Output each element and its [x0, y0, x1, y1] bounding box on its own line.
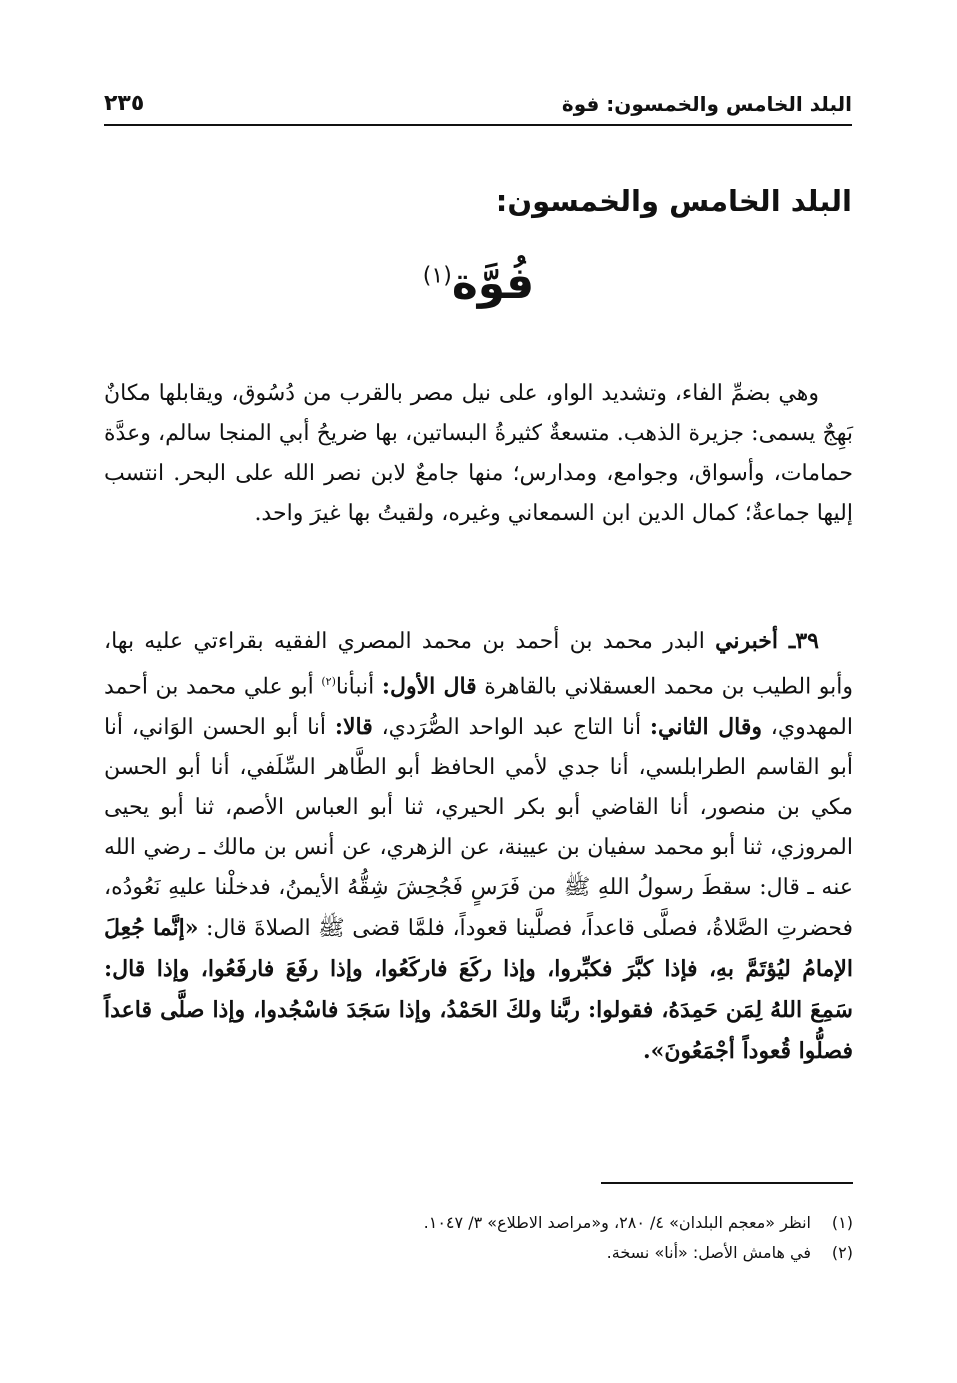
place-name: فُوَّة	[451, 258, 535, 309]
description-paragraph: وهي بضمِّ الفاء، وتشديد الواو، على نيل مصر بالقرب من دُسُوق، ويقابلها مكانٌ بَهِجٌ يسمى: جزيرة الذهب. متسعةٌ كثيرةُ البساتين، بها ضريحُ أبي المنجا سالم، وعدَّة حمامات، وأسواق، وجوامع، ومدارس؛ منها جامعٌ لابن نصر الله على البحر. انتسب إليها جماعةٌ؛ كمال الدين ابن السمعاني وغيره، ولقيتُ بها غيرَ واحد.	[104, 381, 853, 526]
chapter-heading: البلد الخامس والخمسون:	[495, 184, 852, 218]
running-header	[104, 86, 852, 126]
hadith-paragraph	[104, 621, 853, 1072]
first-narrator-label: قال الأول:	[381, 673, 477, 700]
footnote-ref-1[interactable]: (١)	[422, 263, 452, 289]
place-title	[0, 258, 957, 309]
footnote-number: (٢)	[831, 1243, 853, 1262]
footnotes	[104, 1208, 853, 1268]
both-said-label: قالا:	[334, 714, 373, 741]
chain-text-5: أنا أبو الحسن الوَاني، أنا أبو القاسم الطرابلسي، أنا جدي لأمي الحافظ أبو الطَّاهر السِّلَفي، أنا أبو الحسن مكي بن منصور، أنا القاضي أبو بكر الحيري، ثنا أبو العباس الأصم، ثنا أبو يحيى المروزي، ثنا أبو محمد سفيان بن عيينة، عن الزهري، عن أنس بن مالك ـ رضي الله عنه ـ قال: سقطَ رسولُ اللهِ ﷺ من فَرَسٍ فَجُحِشَ شِقُّهُ الأيمنُ، فدخلْنا عليهِ نَعُودُه، فحضرتِ الصَّلاةُ، فصلَّى قاعداً، فصلَّينا قعوداً، فلمَّا قضى ﷺ الصلاةَ قال:	[104, 715, 853, 942]
footnote-ref-2[interactable]: (٢)	[321, 675, 336, 688]
footnote-divider	[601, 1182, 853, 1184]
footnote-item	[104, 1208, 853, 1238]
chain-text-2: أنبأنا	[335, 674, 382, 700]
footnote-text: انظر «معجم البلدان» ٤/ ٢٨٠، و«مراصد الاطلاع» ٣/ ١٠٤٧.	[423, 1213, 811, 1232]
chain-text-1: البدر محمد بن أحمد بن محمد المصري الفقيه بقراءتي عليه بها، وأبو الطيب بن محمد العسقلاني بالقاهرة	[104, 629, 853, 700]
entry-number: ٣٩ـ أخبرني	[715, 628, 819, 654]
footnote-item	[104, 1238, 853, 1268]
hadith-text: «إنَّما جُعِلَ الإمامُ ليُؤتَمَّ بهِ، فإذا كبَّرَ فكبِّروا، وإذا ركَعَ فاركَعُوا، وإذا رفَعَ فارفَعُوا، وإذا قال: سَمِعَ اللهُ لِمَن حَمِدَهُ، فقولوا: ربَّنا ولكَ الحَمْدُ، وإذا سَجَدَ فاسْجُدوا، وإذا صلَّى قاعداً فصلُّوا قُعوداً أجْمَعُونَ».	[104, 915, 853, 1065]
second-narrator-label: وقال الثاني:	[649, 714, 762, 741]
running-title: البلد الخامس والخمسون: فوة	[561, 92, 852, 116]
page-number: ٢٣٥	[104, 91, 145, 116]
footnote-number: (١)	[831, 1213, 853, 1232]
chain-text-3: أبو علي محمد بن أحمد المهدوي،	[104, 674, 853, 741]
footnote-text: في هامش الأصل: «أنا» نسخة.	[606, 1243, 811, 1262]
chain-text-4: أنا التاج عبد الواحد الصُّرَدي،	[372, 715, 650, 741]
